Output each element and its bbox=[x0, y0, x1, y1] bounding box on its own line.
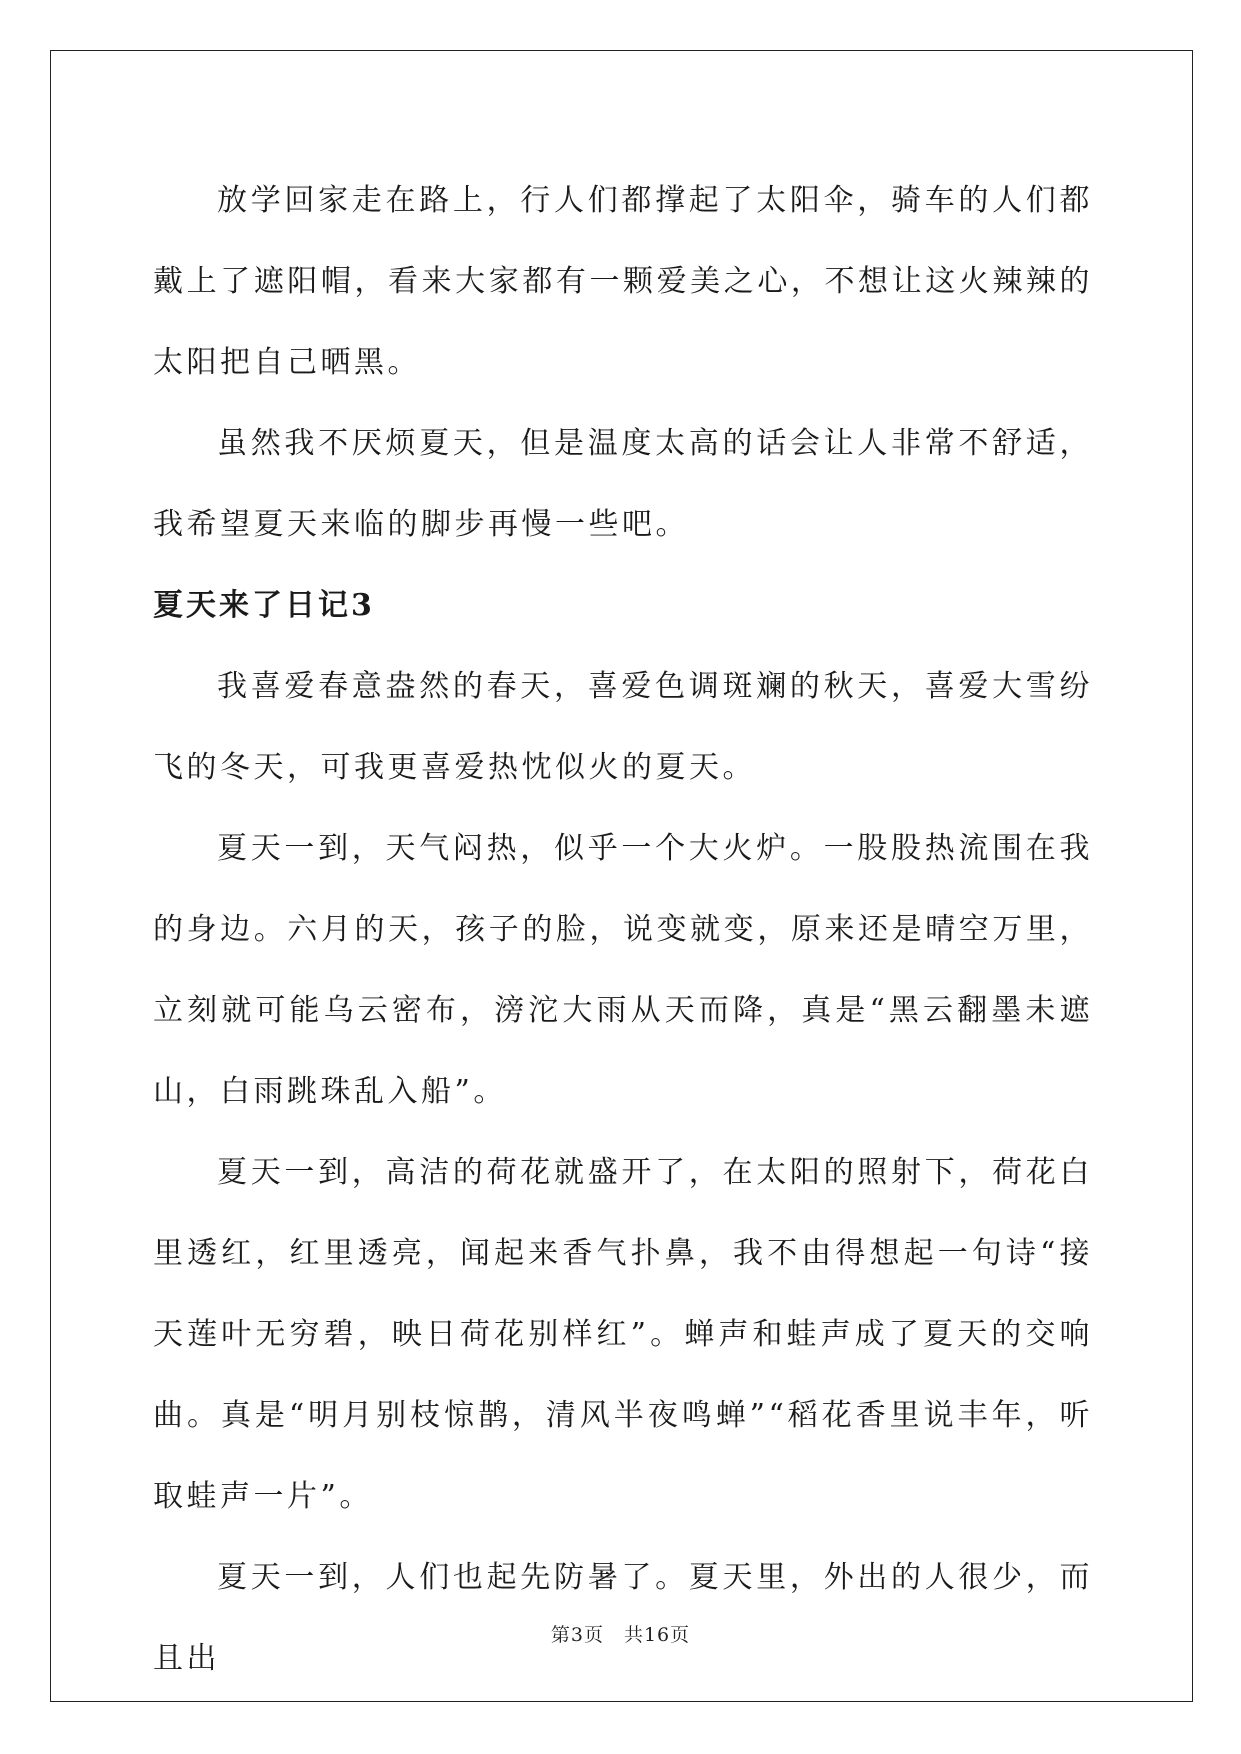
section-heading: 夏天来了日记3 bbox=[153, 588, 375, 623]
paragraph: 我喜爱春意盎然的春天，喜爱色调斑斓的秋天，喜爱大雪纷飞的冬天，可我更喜爱热忱似火的夏天。 bbox=[153, 669, 1093, 785]
paragraph: 放学回家走在路上，行人们都撑起了太阳伞，骑车的人们都戴上了遮阳帽，看来大家都有一颗爱美之心，不想让这火辣辣的太阳把自己晒黑。 bbox=[153, 183, 1093, 380]
page-number: 第3页 共16页 bbox=[550, 1624, 691, 1646]
paragraph: 夏天一到，人们也起先防暑了。夏天里，外出的人很少，而且出 bbox=[153, 1560, 1093, 1676]
paragraph: 夏天一到，天气闷热，似乎一个大火炉。一股股热流围在我的身边。六月的天，孩子的脸，说变就变，原来还是晴空万里，立刻就可能乌云密布，滂沱大雨从天而降，真是“黑云翻墨未遮山，白雨跳珠乱入船”。 bbox=[153, 831, 1093, 1109]
document-body bbox=[153, 160, 1093, 1699]
paragraph: 虽然我不厌烦夏天，但是温度太高的话会让人非常不舒适，我希望夏天来临的脚步再慢一些吧。 bbox=[153, 426, 1093, 542]
paragraph: 夏天一到，高洁的荷花就盛开了，在太阳的照射下，荷花白里透红，红里透亮，闻起来香气扑鼻，我不由得想起一句诗“接天莲叶无穷碧，映日荷花别样红”。蝉声和蛙声成了夏天的交响曲。真是“明月别枝惊鹊，清风半夜鸣蝉”“稻花香里说丰年，听取蛙声一片”。 bbox=[153, 1155, 1093, 1514]
